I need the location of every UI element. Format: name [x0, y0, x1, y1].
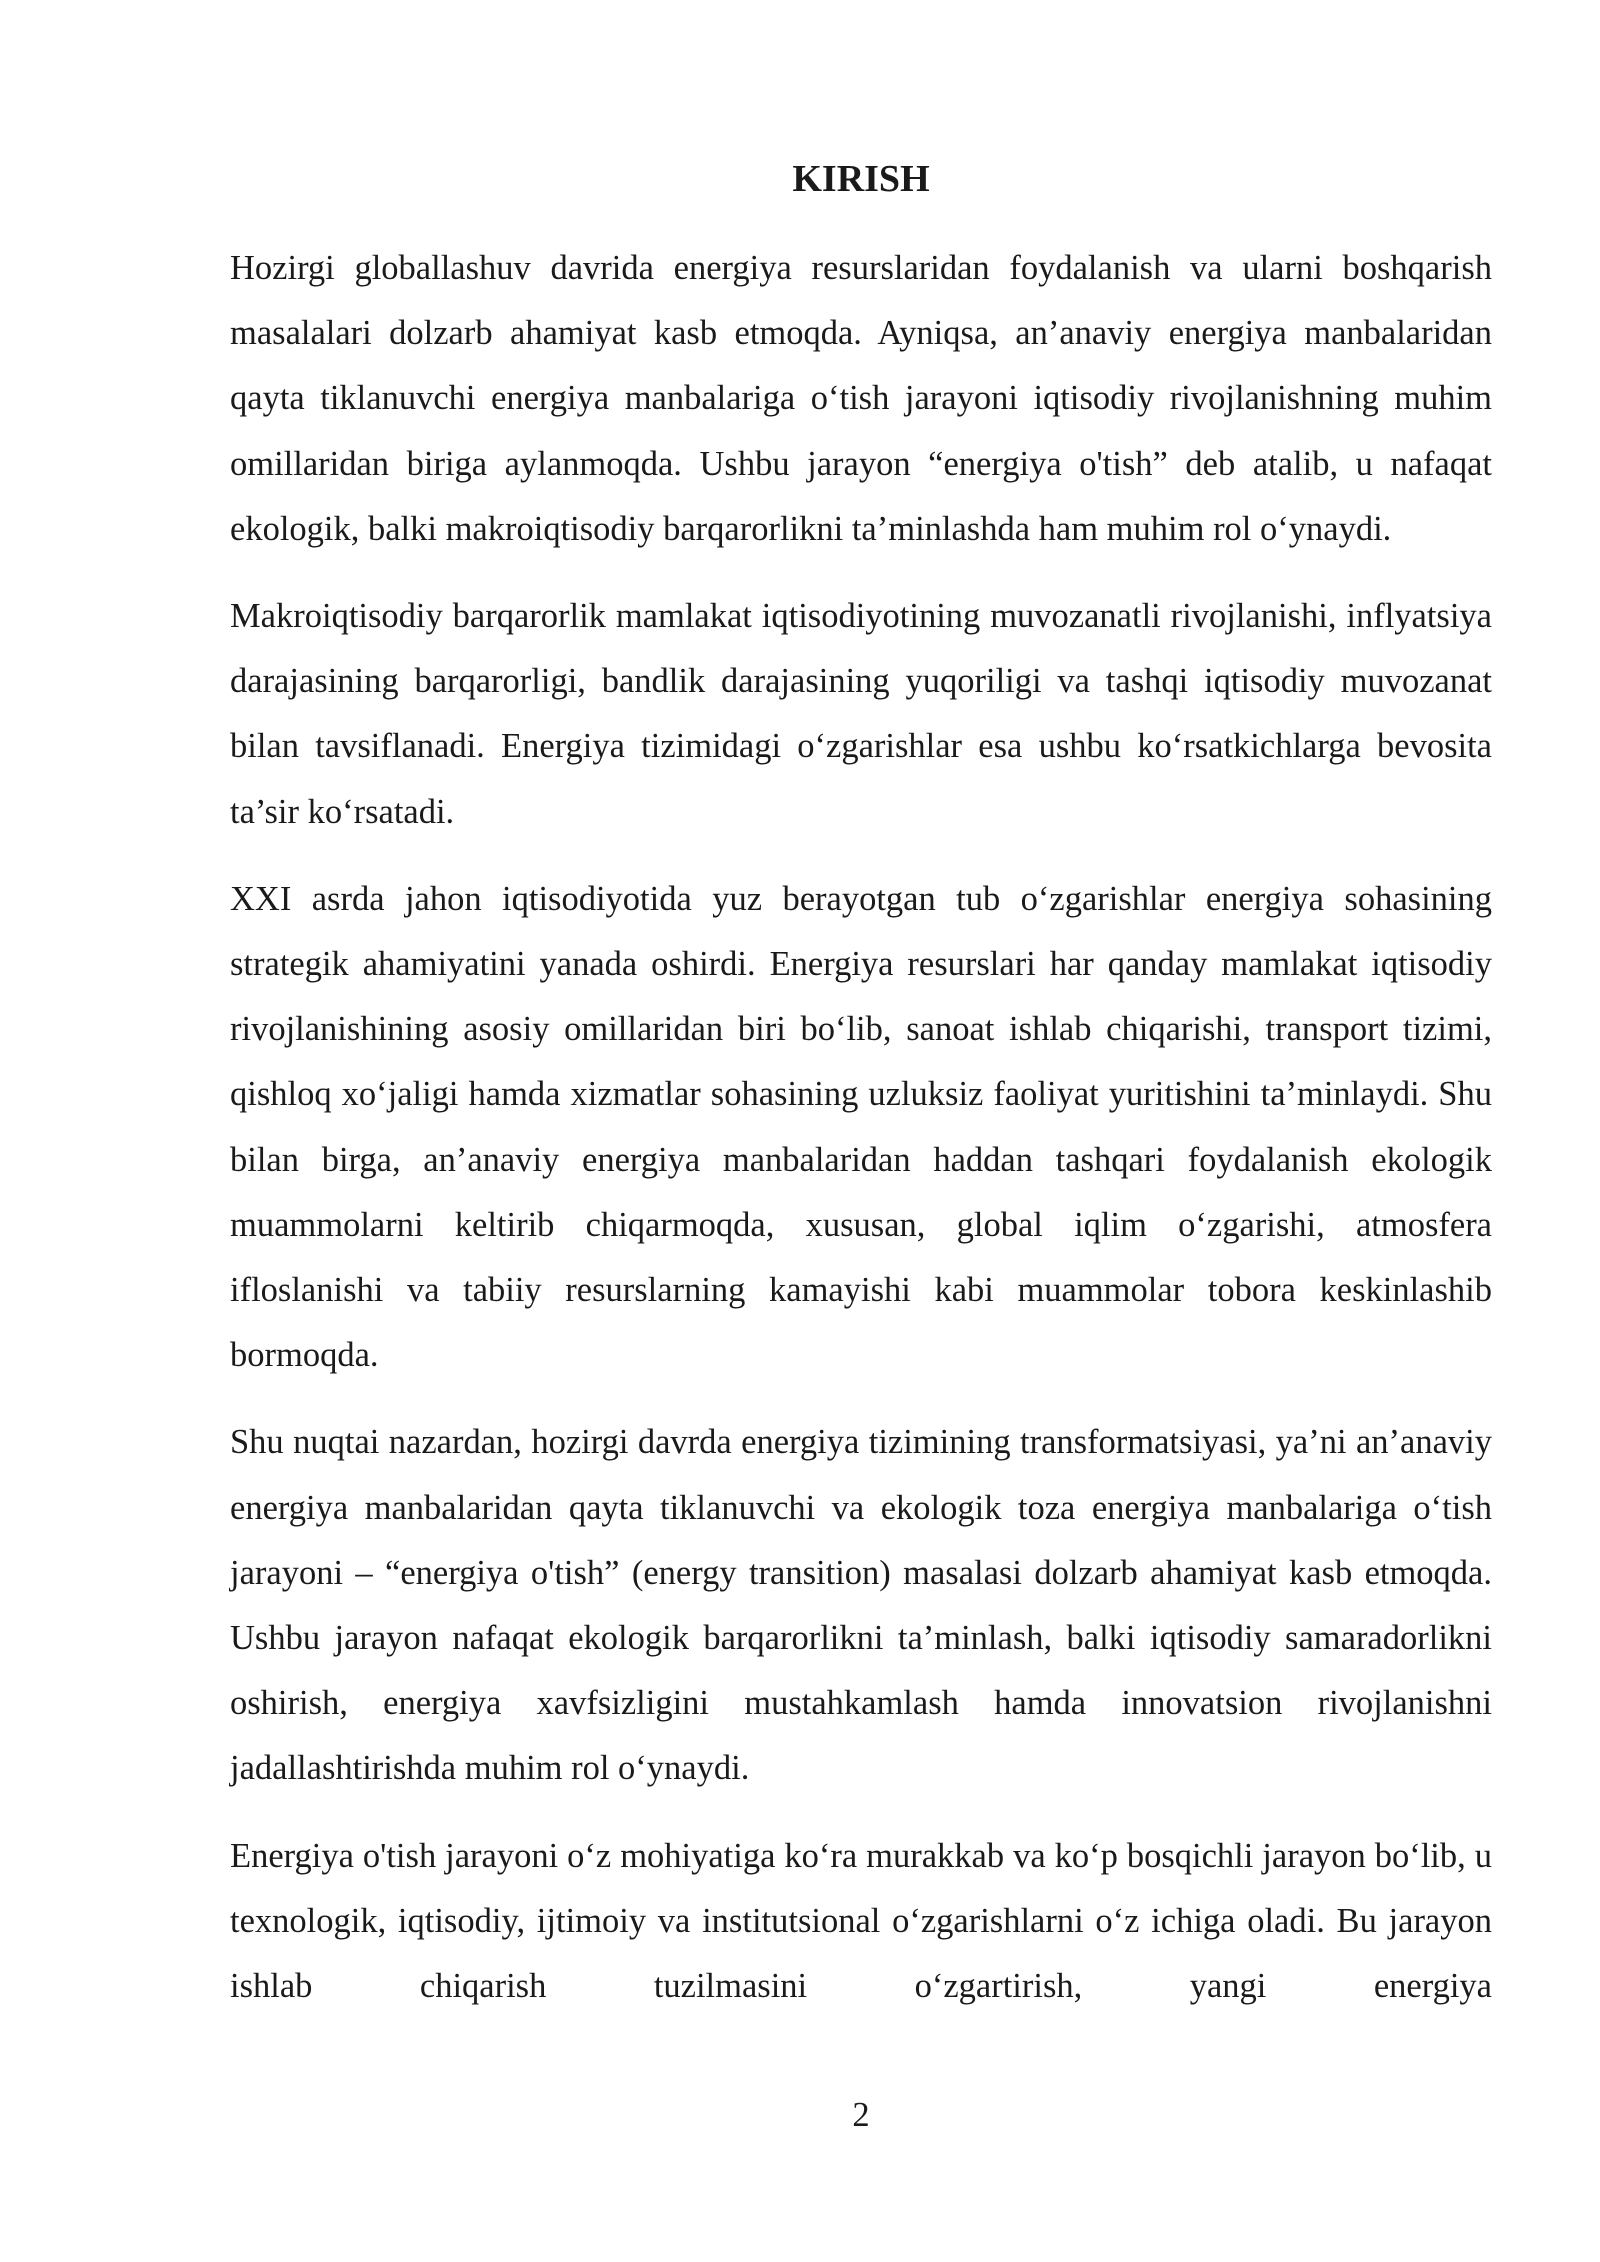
paragraph-3: XXI asrda jahon iqtisodiyotida yuz berayotgan tub o‘zgarishlar energiya sohasining strategik ahamiyatini yanada oshirdi. Energiya resurslari har qanday mamlakat iqtisodiy rivojlanishining asosiy omillaridan biri bo‘lib, sanoat ishlab chiqarishi, transport tizimi, qishloq xo‘jaligi hamda xizmatlar sohasining uzluksiz faoliyat yuritishini ta’minlaydi. Shu bilan birga, an’anaviy energiya manbalaridan haddan tashqari foydalanish ekologik muammolarni keltirib chiqarmoqda, xususan, global iqlim o‘zgarishi, atmosfera ifloslanishi va tabiiy resurslarning kamayishi kabi muammolar tobora keskinlashib bormoqda.	[230, 879, 1492, 1375]
body-text	[230, 236, 1492, 2019]
page-number: 2	[852, 2096, 870, 2134]
paragraph-2: Makroiqtisodiy barqarorlik mamlakat iqtisodiyotining muvozanatli rivojlanishi, inflyatsiya darajasining barqarorligi, bandlik darajasining yuqoriligi va tashqi iqtisodiy muvozanat bilan tavsiflanadi. Energiya tizimidagi o‘zgarishlar esa ushbu ko‘rsatkichlarga bevosita ta’sir ko‘rsatadi.	[230, 597, 1492, 831]
paragraph-5: Energiya o'tish jarayoni o‘z mohiyatiga ko‘ra murakkab va ko‘p bosqichli jarayon bo‘lib, u texnologik, iqtisodiy, ijtimoiy va institutsional o‘zgarishlarni o‘z ichiga oladi. Bu jarayon ishlab chiqarish tuzilmasini o‘zgartirish, yangi energiya	[230, 1836, 1492, 2006]
paragraph-4: Shu nuqtai nazardan, hozirgi davrda energiya tizimining transformatsiyasi, ya’ni an’anaviy energiya manbalaridan qayta tiklanuvchi va ekologik toza energiya manbalariga o‘tish jarayoni – “energiya o'tish” (energy transition) masalasi dolzarb ahamiyat kasb etmoqda. Ushbu jarayon nafaqat ekologik barqarorlikni ta’minlash, balki iqtisodiy samaradorlikni oshirish, energiya xavfsizligini mustahkamlash hamda innovatsion rivojlanishni jadallashtirishda muhim rol o‘ynaydi.	[230, 1423, 1492, 1788]
paragraph-1: Hozirgi globallashuv davrida energiya resurslaridan foydalanish va ularni boshqarish masalalari dolzarb ahamiyat kasb etmoqda. Ayniqsa, an’anaviy energiya manbalaridan qayta tiklanuvchi energiya manbalariga o‘tish jarayoni iqtisodiy rivojlanishning muhim omillaridan biriga aylanmoqda. Ushbu jarayon “energiya o'tish” deb atalib, u nafaqat ekologik, balki makroiqtisodiy barqarorlikni ta’minlashda ham muhim rol o‘ynaydi.	[230, 249, 1492, 548]
section-title: KIRISH	[792, 158, 930, 200]
